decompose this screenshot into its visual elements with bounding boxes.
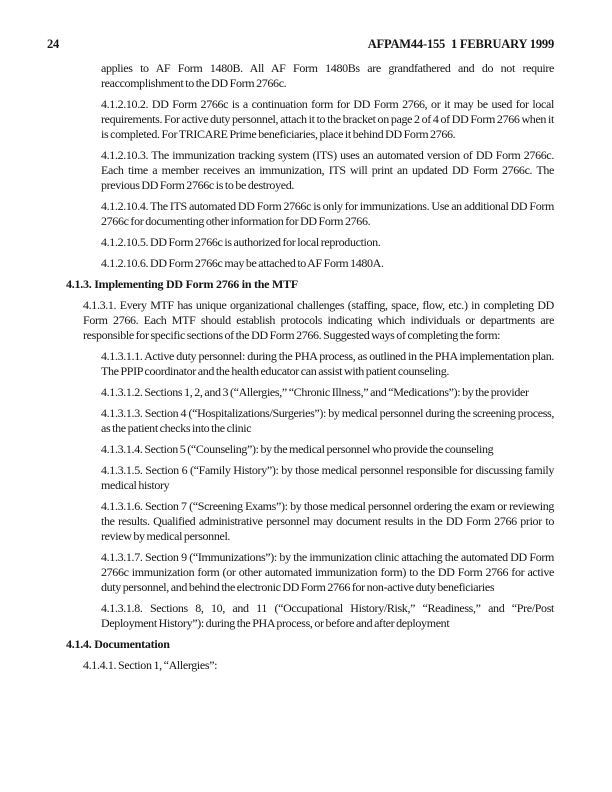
paragraph-4-1-2-10-1-continuation: applies to AF Form 1480B. All AF Form 1480Bs are grandfathered and do not require reaccomplishment to the DD Form 2766c.	[101, 61, 554, 90]
paragraph-4-1-2-10-4: 4.1.2.10.4. The ITS automated DD Form 2766c is only for immunizations. Use an additional DD Form 2766c for documenting other information for DD Form 2766.	[101, 199, 554, 228]
paragraph-4-1-3-1-2: 4.1.3.1.2. Sections 1, 2, and 3 (“Allergies,” “Chronic Illness,” and “Medications”): by the provider	[101, 385, 529, 399]
paragraph-4-1-3-1-7: 4.1.3.1.7. Section 9 (“Immunizations”): by the immunization clinic attaching the automated DD Form 2766c immunization form (or other automated immunization form) to the DD Form 2766 for active duty personnel, and behind the electronic DD Form 2766 for non-active duty beneficiaries	[101, 550, 554, 594]
document-id-header: AFPAM44-155 1 FEBRUARY 1999	[367, 37, 554, 51]
paragraph-4-1-3-1: 4.1.3.1. Every MTF has unique organizational challenges (staffing, space, flow, etc.) in completing DD Form 2766. Each MTF should establish protocols indicating which individuals or departments are responsible for specific sections of the DD Form 2766. Suggested ways of completing the form:	[83, 298, 554, 342]
section-heading-4-1-3: 4.1.3. Implementing DD Form 2766 in the MTF	[66, 277, 298, 291]
paragraph-4-1-3-1-1: 4.1.3.1.1. Active duty personnel: during the PHA process, as outlined in the PHA implementation plan. The PPIP coordinator and the health educator can assist with patient counseling.	[101, 349, 554, 378]
paragraph-4-1-3-1-6: 4.1.3.1.6. Section 7 (“Screening Exams”): by those medical personnel ordering the exam or reviewing the results. Qualified administrative personnel may document results in the DD Form 2766 prior to review by medical personnel.	[101, 499, 554, 543]
paragraph-4-1-2-10-6: 4.1.2.10.6. DD Form 2766c may be attached to AF Form 1480A.	[101, 256, 384, 270]
page-header	[47, 37, 554, 52]
document-body	[66, 61, 554, 679]
paragraph-4-1-2-10-2: 4.1.2.10.2. DD Form 2766c is a continuation form for DD Form 2766, or it may be used for local requirements. For active duty personnel, attach it to the bracket on page 2 of 4 of DD Form 2766 when it is completed. For TRICARE Prime beneficiaries, place it behind DD Form 2766.	[101, 97, 554, 141]
paragraph-4-1-3-1-8: 4.1.3.1.8. Sections 8, 10, and 11 (“Occupational History/Risk,” “Readiness,” and “Pre/Post Deployment History”): during the PHA process, or before and after deployment	[101, 601, 554, 630]
paragraph-4-1-2-10-3: 4.1.2.10.3. The immunization tracking system (ITS) uses an automated version of DD Form 2766c. Each time a member receives an immunization, ITS will print an updated DD Form 2766c. The previous DD Form 2766c is to be destroyed.	[101, 148, 554, 192]
page-number: 24	[47, 37, 60, 51]
paragraph-4-1-3-1-5: 4.1.3.1.5. Section 6 (“Family History”): by those medical personnel responsible for discussing family medical history	[101, 463, 554, 492]
paragraph-4-1-2-10-5: 4.1.2.10.5. DD Form 2766c is authorized for local reproduction.	[101, 235, 381, 249]
paragraph-4-1-3-1-4: 4.1.3.1.4. Section 5 (“Counseling”): by the medical personnel who provide the counseling	[101, 442, 494, 456]
section-heading-4-1-4: 4.1.4. Documentation	[66, 637, 170, 651]
paragraph-4-1-3-1-3: 4.1.3.1.3. Section 4 (“Hospitalizations/Surgeries”): by medical personnel during the screening process, as the patient checks into the clinic	[101, 406, 554, 435]
paragraph-4-1-4-1: 4.1.4.1. Section 1, “Allergies”:	[83, 658, 218, 672]
